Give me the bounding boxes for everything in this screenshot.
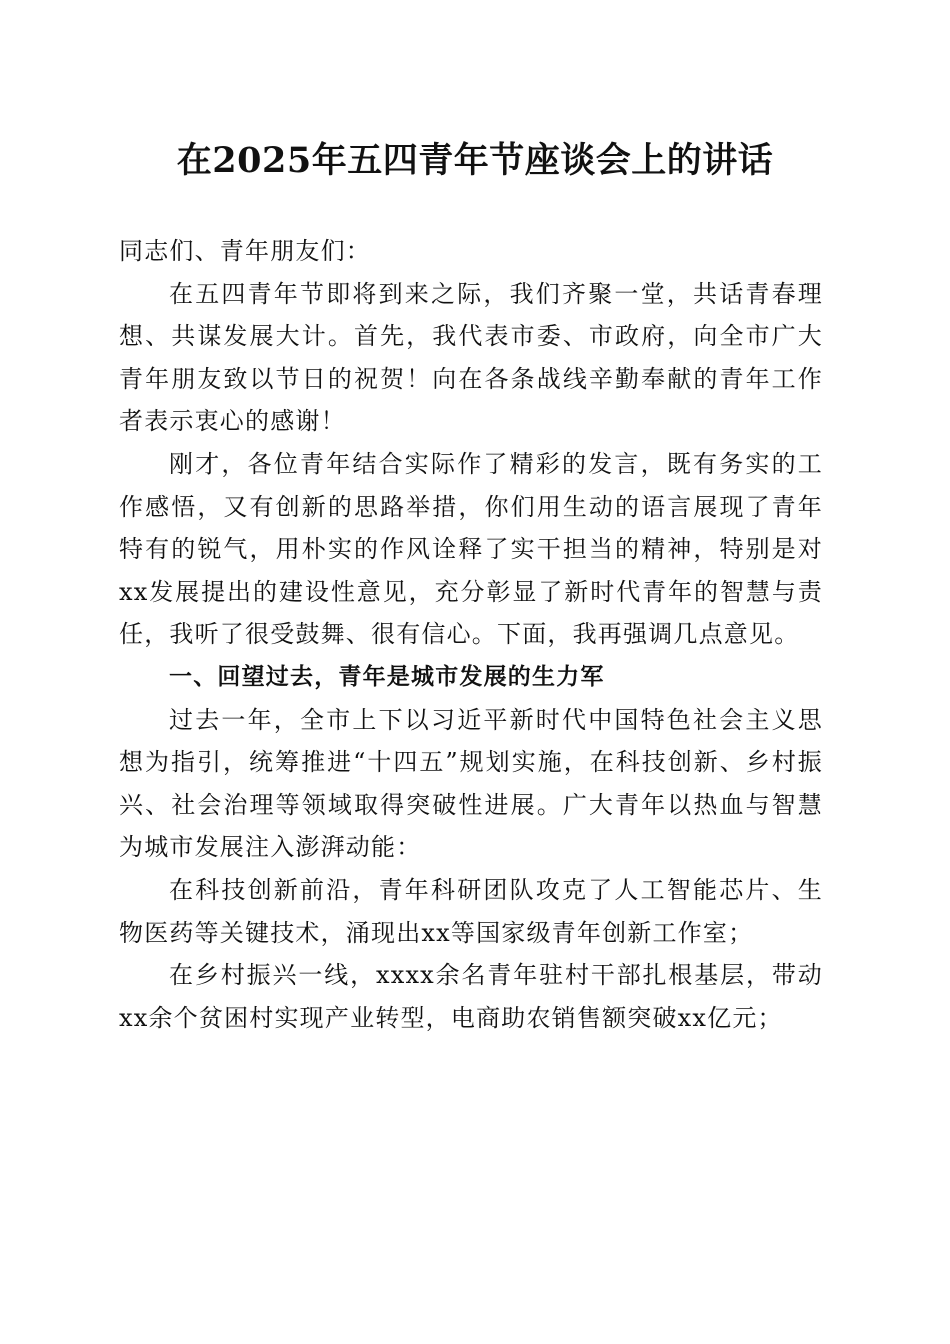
- paragraph-review: 过去一年，全市上下以习近平新时代中国特色社会主义思想为指引，统筹推进“十四五”规划实施，在科技创新、乡村振兴、社会治理等领域取得突破性进展。广大青年以热血与智慧为城市发展注入澎湃动能：: [119, 705, 823, 862]
- paragraph-opening: 在五四青年节即将到来之际，我们齐聚一堂，共话青春理想、共谋发展大计。首先，我代表市委、市政府，向全市广大青年朋友致以节日的祝贺！向在各条战线辛勤奉献的青年工作者表示衷心的感谢！: [119, 279, 823, 436]
- document-body: [119, 230, 823, 1039]
- paragraph-rural-revitalization: 在乡村振兴一线，xxxx余名青年驻村干部扎根基层，带动xx余个贫困村实现产业转型，电商助农销售额突破xx亿元；: [119, 961, 823, 1032]
- salutation: 同志们、青年朋友们：: [119, 237, 371, 265]
- paragraph-tech-innovation: 在科技创新前沿，青年科研团队攻克了人工智能芯片、生物医药等关键技术，涌现出xx等国家级青年创新工作室；: [119, 875, 823, 947]
- document-title: 在2025年五四青年节座谈会上的讲话: [176, 140, 774, 181]
- section-heading: 一、回望过去，青年是城市发展的生力军: [169, 663, 605, 690]
- paragraph-comments: 刚才，各位青年结合实际作了精彩的发言，既有务实的工作感悟，又有创新的思路举措，你们用生动的语言展现了青年特有的锐气，用朴实的作风诠释了实干担当的精神，特别是对xx发展提出的建设性意见，充分彰显了新时代青年的智慧与责任，我听了很受鼓舞、很有信心。下面，我再强调几点意见。: [119, 449, 823, 649]
